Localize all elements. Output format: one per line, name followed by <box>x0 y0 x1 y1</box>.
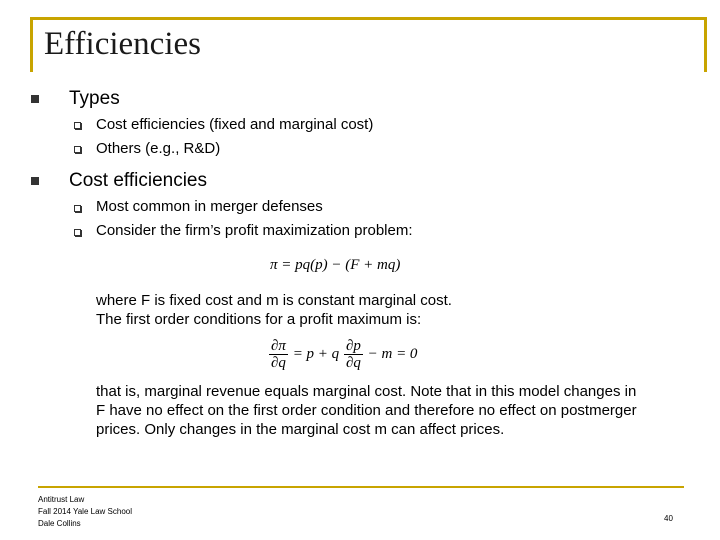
footer-divider <box>38 486 684 488</box>
slide-title: Efficiencies <box>44 26 201 62</box>
bullet-box-icon <box>74 229 81 236</box>
text-line: F have no effect on the first order condition and therefore no effect on postmerger <box>96 402 637 419</box>
list-item: Most common in merger defenses <box>96 198 323 215</box>
list-item: Others (e.g., R&D) <box>96 140 221 157</box>
text-line: The first order conditions for a profit maximum is: <box>96 311 422 328</box>
text-line: prices. Only changes in the marginal cost m can affect prices. <box>96 421 505 438</box>
explanation-text-2 <box>96 382 637 439</box>
section-heading-cost-efficiencies: Cost efficiencies <box>69 170 207 191</box>
bullet-box-icon <box>74 146 81 153</box>
list-item: Cost efficiencies (fixed and marginal cost) <box>96 116 374 133</box>
title-frame-top <box>30 17 707 20</box>
bullet-square-icon <box>31 95 39 103</box>
title-frame-right <box>704 17 707 72</box>
text-line: that is, marginal revenue equals marginal cost. Note that in this model changes in <box>96 383 637 400</box>
bullet-square-icon <box>31 177 39 185</box>
fraction-numerator: ∂π <box>271 338 286 354</box>
fraction <box>344 338 363 371</box>
footer-term: Fall 2014 Yale Law School <box>38 507 132 516</box>
formula-tail: − m = 0 <box>367 345 418 362</box>
section-heading-types: Types <box>69 88 120 109</box>
fraction <box>269 338 288 371</box>
fraction-numerator: ∂p <box>345 338 361 354</box>
list-item: Consider the firm’s profit maximization problem: <box>96 222 413 239</box>
footer-course: Antitrust Law <box>38 495 85 504</box>
formula-middle: = p + q <box>292 345 340 362</box>
bullet-box-icon <box>74 122 81 129</box>
profit-formula: π = pq(p) − (F + mq) <box>270 257 401 273</box>
explanation-text-1 <box>96 291 452 329</box>
title-frame-left <box>30 17 33 72</box>
bullet-box-icon <box>74 205 81 212</box>
fraction-denominator: ∂q <box>271 355 286 371</box>
page-number: 40 <box>664 514 673 523</box>
first-order-condition-formula <box>268 338 417 371</box>
footer-author: Dale Collins <box>38 519 81 528</box>
text-line: where F is fixed cost and m is constant marginal cost. <box>96 292 452 309</box>
fraction-denominator: ∂q <box>345 355 361 371</box>
